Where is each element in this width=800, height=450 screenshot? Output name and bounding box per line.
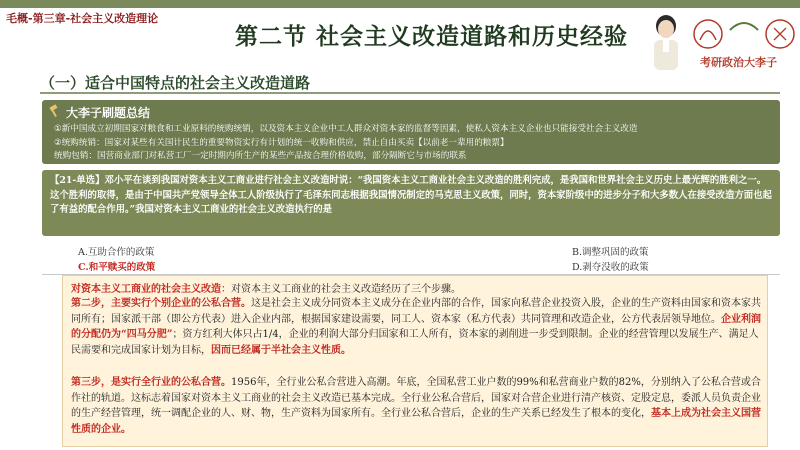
step-three-conclusion: 基本上成为社会主义国营性质的企业。 <box>71 408 761 435</box>
step-two-title: 第二步，主要实行个别企业的公私合营。 <box>71 298 251 309</box>
question-box <box>42 170 780 236</box>
summary-heading: 大李子刷题总结 <box>66 106 151 120</box>
summary-line: 统购包销：国营商业部门对私营工厂一定时期内所生产的某些产品按合理价格收购，部分隔断它与市场的联系 <box>54 151 467 161</box>
option-b[interactable]: B.调整巩固的政策 <box>572 247 649 258</box>
step-two-text: 这是社会主义成分同资本主义成分在企业内部的合作，国家向私营企业投资入股，企业的生产资料由国家和资本家共同所有；国家派干部（即公方代表）进入企业内部，根据国家建设需要，同工人、资本家（私方代表）共同管理和改造企业，公方代表居领导地位。 <box>71 298 761 325</box>
top-bar <box>0 0 800 8</box>
teacher-avatar <box>648 12 684 72</box>
option-c-correct[interactable]: C.和平赎买的政策 <box>78 262 156 273</box>
step-three-paragraph <box>71 375 763 437</box>
summary-line: ①新中国成立初期国家对粮食和工业原料的统购统销，以及资本主义企业中工人群众对资本家的监督等因素，使私人资本主义企业也只能接受社会主义改造 <box>54 124 638 134</box>
question-text: 【21-单选】邓小平在谈到我国对资本主义工商业进行社会主义改造时说：“我国资本主义工商业社会主义改造的胜利完成，是我国和世界社会主义历史上最光辉的胜利之一。这个胜利的取得，是由于中国共产党领导全体工人阶级执行了毛泽东同志根据我国情况制定的马克思主义政策，同时，资本家阶级中的进步分子和大多数人在接受改造方面也起了有益的配合作用。”我国对资本主义工商业的社会主义改造执行的是 <box>50 175 772 215</box>
option-a[interactable]: A.互助合作的政策 <box>78 247 155 258</box>
step-two-text-2: ；资方红利大体只占1/4，企业的利润大部分归国家和工人所有，资本家的剥削进一步受到限制。企业的经营管理以发展生产、满足人民需要和完成国家计划为目标， <box>71 329 759 356</box>
summary-line: ②统购统销：国家对某些有关国计民生的重要物资实行有计划的统一收购和供应，禁止自由买卖【以前老一辈用的粮票】 <box>54 138 509 148</box>
page-title: 第二节 社会主义改造道路和历史经验 <box>235 23 629 50</box>
step-two-paragraph <box>71 296 763 358</box>
answer-heading-rest: ：对资本主义工商业的社会主义改造经历了三个步骤。 <box>221 284 461 295</box>
divider <box>40 92 780 94</box>
section-subheading: （一）适合中国特点的社会主义改造道路 <box>40 74 311 92</box>
option-d[interactable]: D.剥夺没收的政策 <box>572 262 649 273</box>
options-panel <box>42 238 780 275</box>
step-two-conclusion: 因而已经属于半社会主义性质。 <box>211 344 351 356</box>
answer-heading-bold: 对资本主义工商业的社会主义改造 <box>71 284 221 295</box>
step-three-text: 1956年，全行业公私合营进入高潮。年底，全国私营工业户数的99%和私营商业户数的82%，分别纳入了公私合营或合作社的轨道。这标志着国家对资本主义工商业的社会主义改造已基本完成。全行业公私合营后，国家对合营企业进行清产核资、定股定息，委派人员负责企业的生产经营管理，统一调配企业的人、财、物，生产资料为国家所有。全行业公私合营后，企业的生产关系已经发生了根本的变化， <box>71 377 761 419</box>
step-three-title: 第三步，是实行全行业的公私合营。 <box>71 377 231 388</box>
summary-box <box>42 100 780 164</box>
answer-heading <box>71 280 461 295</box>
breadcrumb: 毛概-第三章-社会主义改造理论 <box>6 12 159 25</box>
logo-text: 考研政治大李子 <box>700 56 777 69</box>
step-two-highlight: 企业利润的分配仍为“四马分肥” <box>71 313 761 340</box>
gavel-icon <box>48 104 62 118</box>
answer-explanation <box>62 275 768 447</box>
